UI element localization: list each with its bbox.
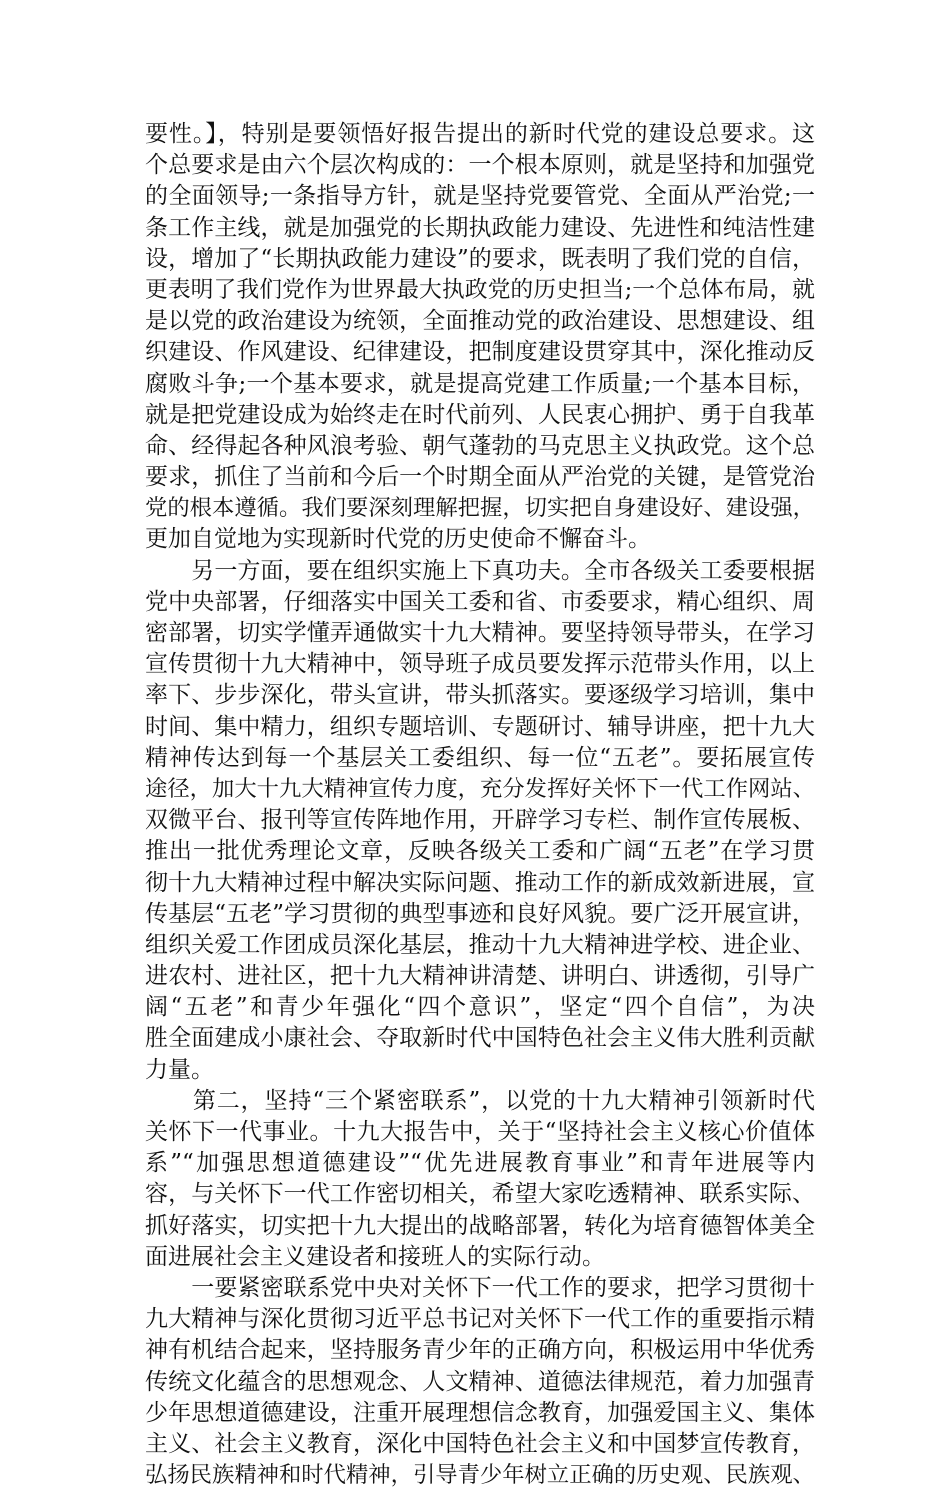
text-line: 系”“加强思想道德建设”“优先进展教育事业”和青年进展等内: [145, 1150, 815, 1177]
text-line: 抓好落实，切实把十九大提出的战略部署，转化为培育德智体美全: [145, 1212, 815, 1239]
text-line: 精神传达到每一个基层关工委组织、每一位“五老”。要拓展宣传: [145, 744, 815, 771]
text-line: 设，增加了“长期执政能力建设”的要求，既表明了我们党的自信，: [145, 245, 815, 272]
text-line: 党中央部署，仔细落实中国关工委和省、市委要求，精心组织、周: [145, 588, 815, 615]
text-line: 密部署，切实学懂弄通做实十九大精神。要坚持领导带头，在学习: [145, 620, 815, 646]
text-line: 双微平台、报刊等宣传阵地作用，开辟学习专栏、制作宣传展板、: [145, 807, 815, 834]
text-line: 更表明了我们党作为世界最大执政党的历史担当;一个总体布局，就: [145, 276, 815, 303]
text-line: 另一方面，要在组织实施上下真功夫。全市各级关工委要根据: [145, 557, 815, 584]
text-line: 关怀下一代事业。十九大报告中，关于“坚持社会主义核心价值体: [145, 1119, 815, 1145]
text-line: 是以党的政治建设为统领，全面推动党的政治建设、思想建设、组: [145, 308, 815, 335]
text-line: 第二，坚持“三个紧密联系”，以党的十九大精神引领新时代: [145, 1087, 815, 1114]
text-line: 九大精神与深化贯彻习近平总书记对关怀下一代工作的重要指示精: [145, 1306, 815, 1333]
text-line: 的全面领导;一条指导方针，就是坚持党要管党、全面从严治党;一: [145, 183, 815, 210]
text-line: 一要紧密联系党中央对关怀下一代工作的要求，把学习贯彻十: [145, 1274, 815, 1301]
paragraph: [145, 1086, 815, 1273]
text-line: 就是把党建设成为始终走在时代前列、人民衷心拥护、勇于自我革: [145, 401, 815, 428]
text-line: 要求，抓住了当前和今后一个时期全面从严治党的关键，是管党治: [145, 464, 815, 491]
text-line: 更加自觉地为实现新时代党的历史使命不懈奋斗。: [145, 526, 651, 553]
text-line: 力量。: [145, 1056, 214, 1083]
text-line: 彻十九大精神过程中解决实际问题、推动工作的新成效新进展，宣: [145, 869, 815, 896]
text-line: 面进展社会主义建设者和接班人的实际行动。: [145, 1243, 605, 1270]
text-line: 弘扬民族精神和时代精神，引导青少年树立正确的历史观、民族观、: [145, 1462, 815, 1489]
text-line: 阔“五老”和青少年强化“四个意识”，坚定“四个自信”，为决: [145, 994, 815, 1021]
text-line: 党的根本遵循。我们要深刻理解把握，切实把自身建设好、建设强，: [145, 495, 815, 522]
text-line: 进农村、进社区，把十九大精神讲清楚、讲明白、讲透彻，引导广: [145, 963, 815, 990]
text-line: 要性。】，特别是要领悟好报告提出的新时代党的建设总要求。这: [145, 121, 815, 147]
paragraph: [145, 556, 815, 1086]
text-line: 推出一批优秀理论文章，反映各级关工委和广阔“五老”在学习贯: [145, 838, 815, 865]
text-line: 传基层“五老”学习贯彻的典型事迹和良好风貌。要广泛开展宣讲，: [145, 900, 815, 927]
body-text: [145, 119, 815, 1491]
text-line: 神有机结合起来，坚持服务青少年的正确方向，积极运用中华优秀: [145, 1337, 815, 1364]
text-line: 个总要求是由六个层次构成的：一个根本原则，就是坚持和加强党: [145, 152, 815, 179]
text-line: 命、经得起各种风浪考验、朝气蓬勃的马克思主义执政党。这个总: [145, 432, 815, 459]
paragraph: [145, 119, 815, 556]
text-line: 容，与关怀下一代工作密切相关，希望大家吃透精神、联系实际、: [145, 1181, 815, 1208]
text-line: 织建设、作风建设、纪律建设，把制度建设贯穿其中，深化推动反: [145, 339, 815, 366]
text-line: 时间、集中精力，组织专题培训、专题研讨、辅导讲座，把十九大: [145, 713, 815, 740]
paragraph: [145, 1273, 815, 1491]
text-line: 率下、步步深化，带头宣讲，带头抓落实。要逐级学习培训，集中: [145, 682, 815, 709]
text-line: 条工作主线，就是加强党的长期执政能力建设、先进性和纯洁性建: [145, 214, 815, 241]
text-line: 主义、社会主义教育，深化中国特色社会主义和中国梦宣传教育，: [145, 1430, 815, 1457]
text-line: 途径，加大十九大精神宣传力度，充分发挥好关怀下一代工作网站、: [145, 775, 815, 802]
text-line: 传统文化蕴含的思想观念、人文精神、道德法律规范，着力加强青: [145, 1368, 815, 1395]
text-line: 腐败斗争;一个基本要求，就是提高党建工作质量;一个基本目标，: [145, 370, 815, 397]
text-line: 少年思想道德建设，注重开展理想信念教育，加强爱国主义、集体: [145, 1399, 815, 1426]
text-line: 组织关爱工作团成员深化基层，推动十九大精神进学校、进企业、: [145, 931, 815, 958]
text-line: 宣传贯彻十九大精神中，领导班子成员要发挥示范带头作用，以上: [145, 651, 815, 678]
text-line: 胜全面建成小康社会、夺取新时代中国特色社会主义伟大胜利贡献: [145, 1025, 815, 1052]
